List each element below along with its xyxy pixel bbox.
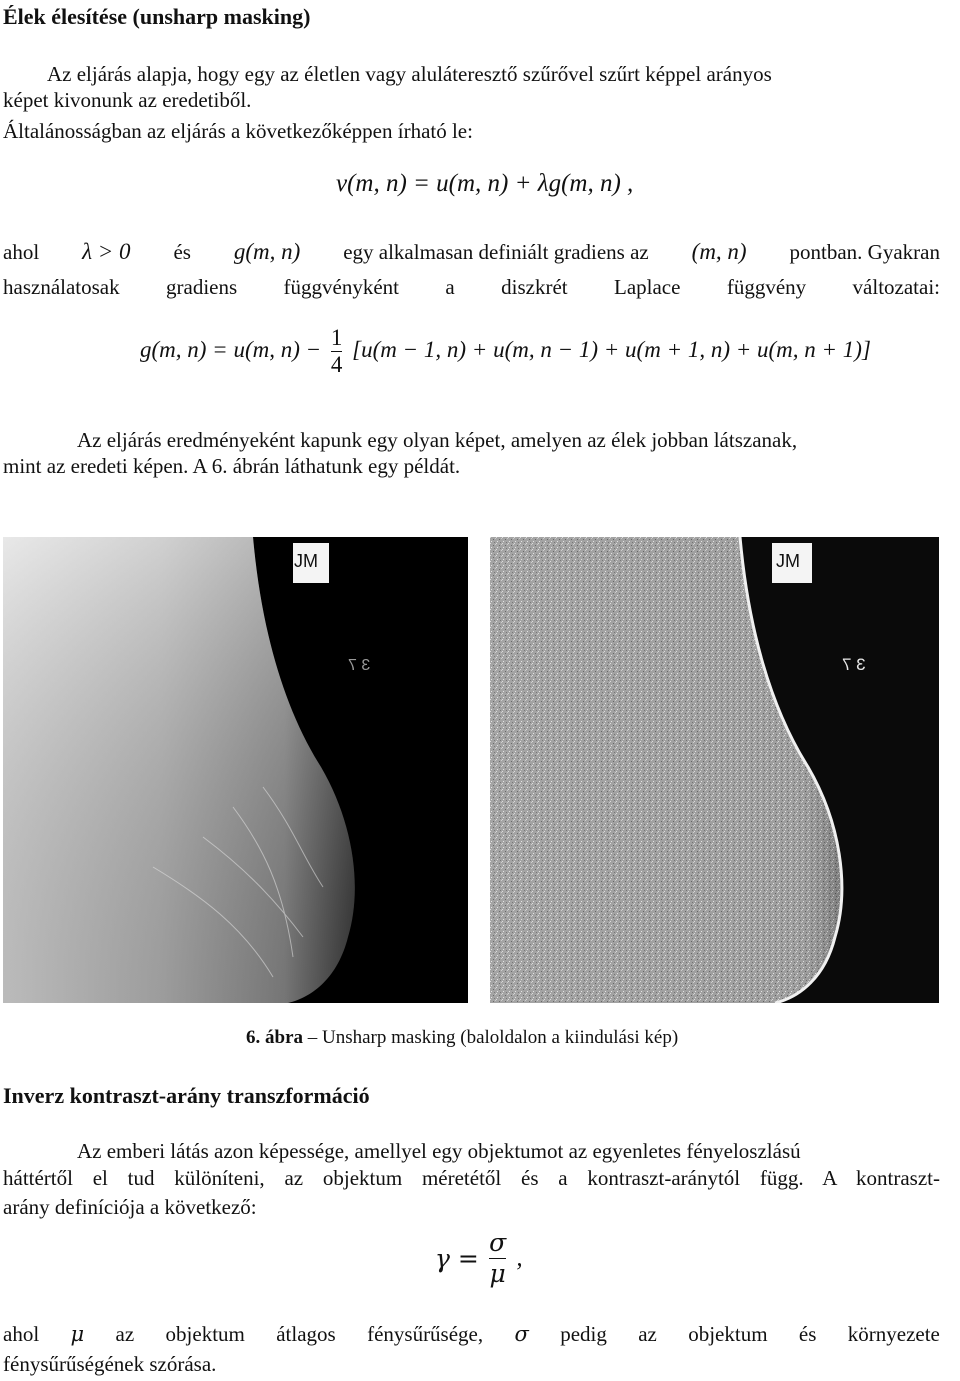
para2-es: és [173, 240, 191, 264]
section-title-inverse-contrast: Inverz kontraszt-arány transzformáció [3, 1083, 370, 1108]
figure-caption-text: – Unsharp masking (baloldalon a kiindulási kép) [303, 1027, 679, 1048]
eq2-fraction [331, 325, 343, 378]
sec2-word-sigma: σ [514, 1322, 529, 1346]
sec2-word-mu: μ [70, 1322, 85, 1346]
equation-unsharp: v(m, n) = u(m, n) + λg(m, n) , [336, 170, 634, 197]
figure-original-image [3, 537, 468, 1003]
figure-sharpened-image [490, 537, 939, 1003]
para2-line1 [3, 236, 940, 268]
para2-g: g(m, n) [233, 239, 301, 264]
figure-right-mark: 3 7 [842, 655, 866, 674]
figure-caption [246, 1027, 678, 1049]
para2-mid: egy alkalmasan definiált gradiens az [343, 240, 649, 264]
sec2-para2-line1 [3, 1318, 940, 1350]
para2-ahol: ahol [3, 240, 40, 264]
sec2-word-0: ahol [3, 1322, 40, 1346]
para2-end: pontban. Gyakran [789, 240, 940, 264]
eq-fraction [489, 1228, 506, 1289]
section-title-unsharp: Élek élesítése (unsharp masking) [3, 4, 311, 29]
para1-line1: Az eljárás alapja, hogy egy az életlen vagy aluláteresztő szűrővel szűrt képpel arányos [47, 62, 772, 86]
eq-numerator-sigma: σ [489, 1228, 507, 1257]
sec2-word-11: környezete [847, 1322, 940, 1346]
eq2-numerator: 1 [330, 325, 343, 350]
figure-left-mark: 3 7 [348, 657, 371, 674]
eq2-denominator: 4 [330, 352, 343, 377]
para1-line2: képet kivonunk az eredetiből. [3, 88, 252, 112]
sec2-para2-line2: fénysűrűségének szórása. [3, 1352, 217, 1376]
figure-right-label: JM [776, 551, 800, 571]
sec2-para1-line2: háttértől el tud különíteni, az objektum méretétől és a kontraszt-aránytól függ. A kontraszt- [3, 1166, 940, 1190]
sec2-word-7: pedig [560, 1322, 607, 1346]
para3-line2: mint az eredeti képen. A 6. ábrán láthatunk egy példát. [3, 454, 461, 478]
para1-line3: Általánosságban az eljárás a következőképpen írható le: [3, 119, 473, 143]
sec2-para1-line3: arány definíciója a következő: [3, 1195, 257, 1219]
para3-line1: Az eljárás eredményeként kapunk egy olyan képet, amelyen az élek jobban látszanak, [77, 428, 798, 452]
eq2-left: g(m, n) = u(m, n) − [140, 336, 322, 362]
sec2-para1-line1: Az emberi látás azon képessége, amellyel egy objektumot az egyenletes fényeloszlású [77, 1139, 801, 1163]
sec2-word-5: fénysűrűsége, [367, 1322, 484, 1346]
equation-contrast-ratio [435, 1228, 523, 1289]
sec2-word-9: objektum [688, 1322, 768, 1346]
para2-line2: használatosak gradiens függvényként a diszkrét Laplace függvény változatai: [3, 275, 940, 299]
sec2-word-8: az [638, 1322, 657, 1346]
sec2-word-3: objektum [165, 1322, 245, 1346]
eq2-right: [u(m − 1, n) + u(m, n − 1) + u(m + 1, n) + u(m, n + 1)] [352, 336, 871, 362]
figure-caption-label: 6. ábra [246, 1027, 303, 1048]
equation-laplace [140, 325, 871, 378]
sec2-word-2: az [115, 1322, 135, 1346]
eq-denominator-mu: μ [489, 1259, 506, 1288]
para2-lambda: λ > 0 [82, 239, 131, 264]
eq-lhs: γ = [435, 1244, 479, 1273]
sec2-word-10: és [798, 1322, 817, 1346]
eq-tail: , [516, 1244, 523, 1272]
sec2-word-4: átlagos [276, 1322, 336, 1346]
para2-mn: (m, n) [691, 239, 747, 264]
figure-left-label: JM [294, 551, 318, 571]
